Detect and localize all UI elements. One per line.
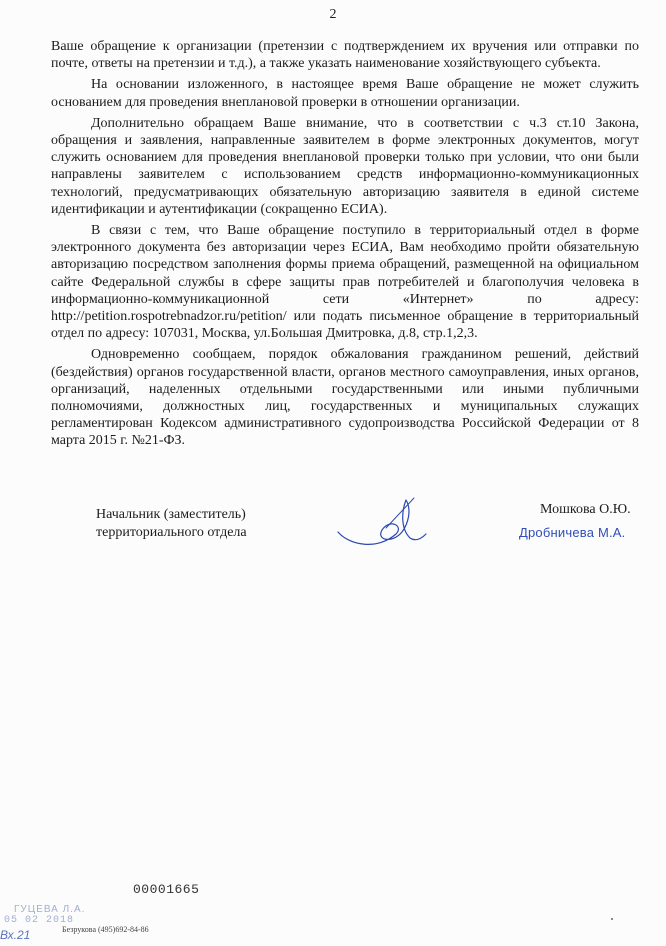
- signatory-position-line2: территориального отдела: [96, 525, 247, 540]
- signatory-name: Мошкова О.Ю.: [540, 502, 631, 517]
- incoming-stamp-number: Вх.21: [0, 928, 31, 942]
- executor-contact: Безрукова (495)692-84-86: [62, 925, 149, 934]
- signatory-position: [96, 506, 247, 542]
- incoming-stamp-name: ГУЦЕВА Л.А.: [14, 904, 86, 915]
- paragraph-1: Ваше обращение к организации (претензии с подтверждением их вручения или отправки по почте, ответы на претензии и т.д.), а также указать наименование хозяйствующего субъекта.: [51, 39, 639, 72]
- page-number: 2: [329, 7, 337, 22]
- signatory-name-stamp: Дробничева М.А.: [519, 525, 626, 540]
- incoming-stamp-date: 05 02 2018: [4, 915, 75, 926]
- signatory-position-line1: Начальник (заместитель): [96, 507, 246, 522]
- scan-speck: [611, 918, 613, 920]
- paragraph-3: Дополнительно обращаем Ваше внимание, что в соответствии с ч.3 ст.10 Закона, обращения и заявления, направленные заявителем в форме электронных документов, могут служить основанием для проведения внеплановой проверки только при условии, что они были направлены заявителем с использованием средств информационно-коммуникационных технологий, предусматривающих обязательную авторизацию заявителя в единой системе идентификации и аутентификации (сокращенно ЕСИА).: [51, 115, 639, 217]
- paragraph-2: На основании изложенного, в настоящее время Ваше обращение не может служить основанием для проведения внеплановой проверки в отношении организации.: [51, 77, 639, 110]
- paragraph-4: В связи с тем, что Ваше обращение поступило в территориальный отдел в форме электронного документа без авторизации через ЕСИА, Вам необходимо пройти обязательную авторизацию посредством заполнения формы приема обращений, размещенной на официальном сайте Федеральной службы в сфере защиты прав потребителей и благополучия человека в информационно-коммуникационной сети «Интернет» по адресу: http://petition.rospotrebnadzor.ru/petition/ или подать письменное обращение в территориальный отдел по адресу: 107031, Москва, ул.Большая Дмитровка, д.8, стр.1,2,3.: [51, 223, 639, 342]
- handwritten-signature: [330, 488, 430, 558]
- letter-body: [51, 38, 639, 454]
- registration-number: 00001665: [133, 882, 200, 897]
- paragraph-5: Одновременно сообщаем, порядок обжалования гражданином решений, действий (бездействия) органов государственной власти, органов местного самоуправления, иных органов, организаций, наделенных отдельными государственными или иными публичными полномочиями, должностных лиц, государственных и муниципальных служащих регламентирован Кодексом административного судопроизводства Российской Федерации от 8 марта 2015 г. №21-ФЗ.: [51, 347, 639, 449]
